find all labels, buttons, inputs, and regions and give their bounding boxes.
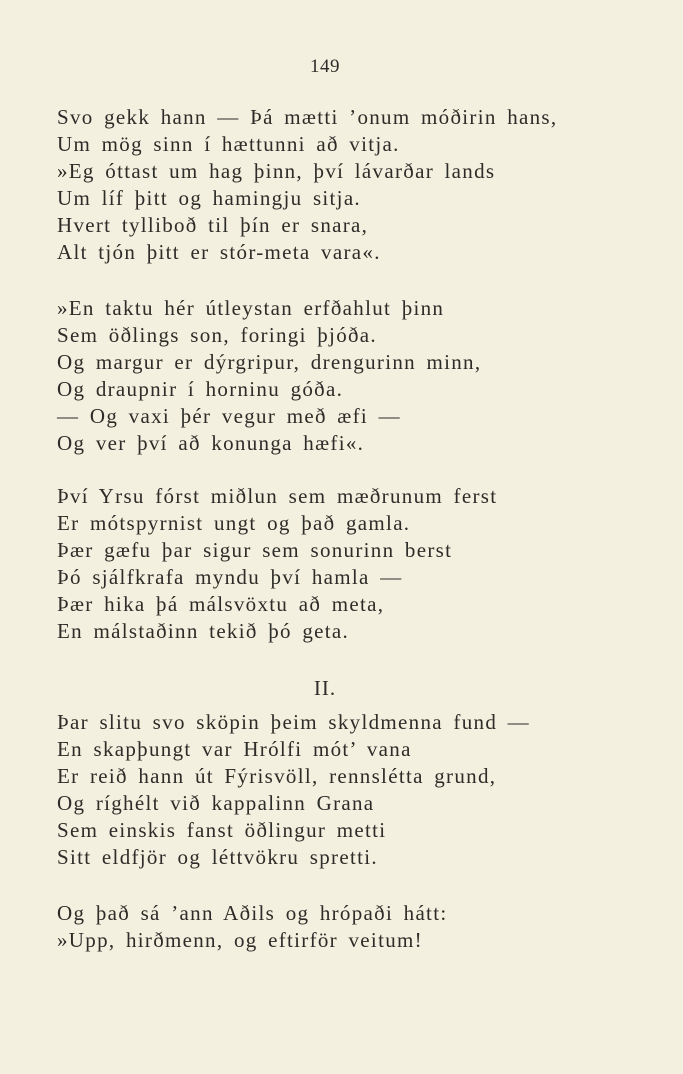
verse-line: Og margur er dýrgripur, drengurinn minn, (57, 350, 482, 374)
verse-line: Þó sjálfkrafa myndu því hamla — (57, 565, 403, 589)
stanza-2 (57, 295, 481, 457)
verse-line: — Og vaxi þér vegur með æfi — (57, 404, 401, 428)
verse-line: En málstaðinn tekið þó geta. (57, 619, 350, 643)
verse-line: Og ver því að konunga hæfi«. (57, 431, 365, 455)
verse-line: Um líf þitt og hamingju sitja. (57, 186, 361, 210)
verse-line: Alt tjón þitt er stór-meta vara«. (57, 240, 381, 264)
verse-line: Og draupnir í horninu góða. (57, 377, 344, 401)
verse-line: Sem öðlings son, foringi þjóða. (57, 323, 377, 347)
stanza-1 (57, 104, 557, 266)
verse-line: Því Yrsu fórst miðlun sem mæðrunum ferst (57, 484, 498, 508)
page-number: 149 (310, 56, 340, 77)
verse-line: Er mótspyrnist ungt og það gamla. (57, 511, 411, 535)
verse-line: Sitt eldfjör og léttvökru spretti. (57, 845, 378, 869)
verse-line: »Upp, hirðmenn, og eftirför veitum! (57, 928, 423, 952)
section-heading: II. (313, 676, 337, 700)
verse-line: Þær hika þá málsvöxtu að meta, (57, 592, 385, 616)
verse-line: Og það sá ’ann Aðils og hrópaði hátt: (57, 901, 448, 925)
verse-line: Um mög sinn í hættunni að vitja. (57, 132, 400, 156)
verse-line: Svo gekk hann — Þá mætti ’onum móðirin hans, (57, 105, 558, 129)
verse-line: Þær gæfu þar sigur sem sonurinn berst (57, 538, 453, 562)
verse-line: »En taktu hér útleystan erfðahlut þinn (57, 296, 445, 320)
verse-line: Sem einskis fanst öðlingur metti (57, 818, 387, 842)
verse-line: Og ríghélt við kappalinn Grana (57, 791, 375, 815)
verse-line: Þar slitu svo sköpin þeim skyldmenna fund — (57, 710, 530, 734)
verse-line: »Eg óttast um hag þinn, því lávarðar lands (57, 159, 496, 183)
verse-line: En skapþungt var Hrólfi mót’ vana (57, 737, 412, 761)
verse-line: Er reið hann út Fýrisvöll, rennslétta grund, (57, 764, 497, 788)
verse-line: Hvert tylliboð til þín er snara, (57, 213, 369, 237)
stanza-4 (57, 709, 530, 871)
stanza-3 (57, 483, 497, 645)
stanza-5 (57, 900, 447, 954)
